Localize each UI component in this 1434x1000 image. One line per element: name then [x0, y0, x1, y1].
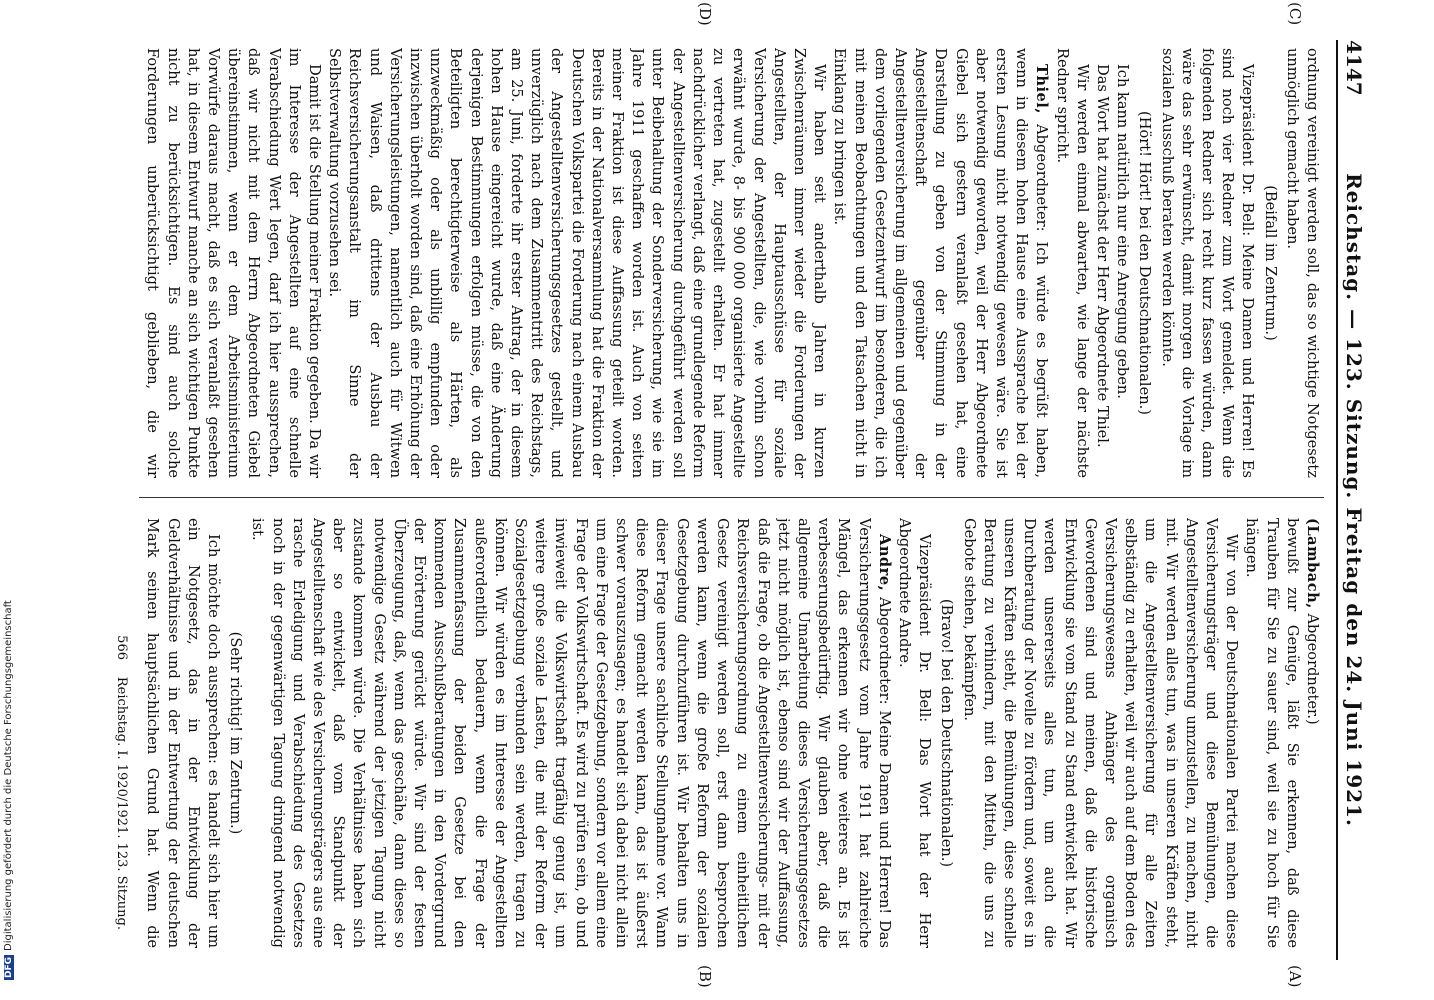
- paragraph: Das Wort hat zunächst der Herr Abgeordnete Thiel.: [1093, 64, 1111, 448]
- paragraph: Wir von der Deutschnationalen Partei machen diese Versicherungsträger und diese Bemühungen, die Angestelltenversicherung umzustellen, zu machen, nicht mit. Wir werden alles tun, was in unseren Kräften steht, um die Angestelltenversicherung für alle Zeiten selbständig zu erhalten, weil wir auch auf dem Boden des Versicherungswesens Anhänger des organisch Gewordenen sind und meinen, daß die historische Entwicklung sie vom Stand zu Stand entwickelt hat. Wir werden unsererseits alles tun, um auch die Durchberatung der Novelle zu fördern und, soweit es in unseren Kräften steht, die Bemühungen, diese schnelle Beratung zu verhindern, mit den Mitteln, die uns zu Gebote stehen, bekämpfen.: [960, 518, 1241, 948]
- interjection: (Beifall im Zentrum.): [1261, 185, 1279, 341]
- paragraph: Wir haben seit anderthalb Jahren in kurzen Zwischenräumen immer wieder die Forderungen der Angestellten, der Hauptausschüsse für soziale Versicherung der Angestellten, die, wie vorhin schon erwähnt wurde, 8- bis 900 000 organisierte Angestellte zu vertreten hat, zugestellt erhalten. Er hat immer nachdrücklicher verlangt, daß eine grundlegende Reform der Angestelltenversicherung durchgeführt werden soll unter Beibehaltung der Sonderversicherung, wie sie im Jahre 1911 geschaffen worden ist. Auch von seiten meiner Fraktion ist diese Auffassung geteilt worden. Bereits in der Nationalversammlung hat die Fraktion der Deutschen Volkspartei die Forderung nach einem Ausbau der Angestelltenversicherungsgesetzes gestellt, und unverzüglich nach dem Zusammentritt des Reichstags, am 25. Juni, forderte ihr erster Antrag, der in diesem hohen Hause eingereicht wurde, daß eine Änderung derjenigen Bestimmungen erfolgen müsse, die von den Beteiligten berechtigterweise als Härten, als unzweckmäßig oder als unbillig empfunden oder inzwischen überholt worden sind, daß eine Erhöhung der Versicherungsleistungen, namentlich auch für Witwen und Waisen, daß drittens der Ausbau der Reichsversicherungsanstalt im Sinne der Selbstverwaltung vorzusehen sei.: [326, 48, 829, 478]
- margin-marker-c: (C): [1286, 2, 1304, 26]
- speaker-role: Abgeordneter.): [1304, 608, 1321, 725]
- footer-session-info: Reichstag. I. 1920/1921. 123. Sitzung.: [114, 676, 129, 930]
- paragraph: Damit ist die Stellung meiner Fraktion gegeben. Da wir im Interesse der Angestellten auf eine schnelle Verabschiedung Wert legen, darf ich hier aussprechen, daß wir nicht mit dem Herrn Abgeordneten Giebel übereinstimmen, wenn er dem Arbeitsministerium Vorwürfe daraus macht, daß es sich veranlaßt gesehen hat, in diesem Entwurf manche an sich wichtigen Punkte nicht zu berücksichtigen. Es sind auch solche Forderungen unberücksichtigt geblieben, die wir: [144, 48, 324, 478]
- speech-text: Abgeordneter: Ich würde es begrüßt haben, wenn in diesem hohen Hause eine Aussprache bei der ersten Lesung nicht notwendig gewesen wäre. Sie ist aber notwendig geworden, weil der Herr Abgeordnete Giebel sich gestern veranlaßt gesehen hat, eine Darstellung zu geben von der Stimmung in der Angestelltenschaft gegenüber der Angestelltenversicherung im allgemeinen und gegenüber dem vorliegenden Gesetzentwurf im besonderen, die ich mit meinen Beobachtungen und den Tatsachen nicht in Einklang zu bringen ist.: [831, 48, 1051, 478]
- interjection: (Bravo! bei den Deutschnationalen.): [938, 598, 956, 868]
- interjection: (Sehr richtig! im Zentrum.): [227, 631, 245, 835]
- speaker-continuation: [1302, 518, 1322, 948]
- interjection: (Hört! Hört! bei den Deutschnationalen.): [1136, 111, 1154, 415]
- column-divider: [139, 497, 1324, 498]
- margin-marker-a: (A): [1286, 965, 1304, 988]
- speech-text: Abgeordneter: Meine Damen und Herren! Das Versicherungsgesetz vom Jahre 1911 hat zahlreiche Mängel, das erkennen wir ohne weiteres an. Es ist verbesserungsbedürftig. Wir glauben aber, daß die allgemeine Umarbeitung dieses Versicherungsgesetzes jetzt nicht möglich ist, ebenso sind wir der Auffassung, daß die Frage, ob die Angestelltenversicherungs- mit der Reichsversicherungsordnung zu einem einheitlichen Gesetz vereinigt werden soll, erst dann besprochen werden kann, wenn die große Reform der sozialen Gesetzgebung durchzuführen ist. Wir behalten uns in dieser Frage unsere sachliche Stellungnahme vor. Wann diese Reform gemacht werden kann, das ist äußerst schwer vorauszusagen; es handelt sich dabei nicht allein um eine Frage der Gesetzgebung, sondern vor allem eine Frage der Volkswirtschaft. Es wird zu prüfen sein, ob und inwieweit die Volkswirtschaft tragfähig genug ist, um weitere große soziale Lasten, die mit der Reform der Sozialgesetzgebung verbunden sein werden, tragen zu können. Wir würden es im Interesse der Angestellten außerordentlich bedauern, wenn die Frage der Zusammenfassung der beiden Gesetze bei den kommenden Ausschußberatungen in den Vordergrund der Erörterung gerückt würde. Wir sind der festen Überzeugung, daß, wenn das geschähe, dann dieses so notwendige Gesetz während der jetzigen Tagung nicht zustande kommen würde. Die Verhältnisse haben sich aber so entwickelt, daß vom Standpunkt der Angestelltenschaft wie des Versicherungsträgers aus eine rasche Erledigung und Verabschiedung des Gesetzes noch in der gegenwärtigen Tagung dringend notwendig ist.: [249, 518, 893, 948]
- page-footer: [105, 40, 129, 960]
- right-column: [142, 48, 1322, 478]
- speech-paragraph: [829, 48, 1051, 478]
- speaker-name: (Lambach,: [1304, 518, 1321, 609]
- paragraph: Vizepräsident Dr. Bell: Das Wort hat der Herr Abgeordnete Andre.: [895, 518, 934, 948]
- page-number: 4147: [1342, 40, 1366, 96]
- paragraph: ordnung vereinigt werden soll, das so wichtige Notgesetz unmöglich gemacht haben.: [1283, 48, 1321, 478]
- digitization-credit: [3, 600, 14, 980]
- speaker-name: Andre,: [875, 534, 893, 592]
- speaker-name: Thiel,: [1033, 64, 1051, 114]
- dfg-logo: DFG: [4, 956, 14, 978]
- paragraph: Vizepräsident Dr. Bell: Meine Damen und Herren! Es sind noch vier Redner zum Wort gemeldet. Wenn die folgenden Redner sich recht kurz fassen würden, dann wäre das sehr erwünscht, damit morgen die Vorlage im sozialen Ausschuß beraten werden könnte.: [1158, 48, 1257, 478]
- margin-marker-d: (D): [696, 2, 714, 26]
- footer-page-number: 566: [114, 635, 129, 660]
- paragraph: Ich möchte doch aussprechen: es handelt sich hier um ein Notgesetz, das in der Entwicklung der Geldverhältnisse und in der Entwertung der deutschen Mark seinen hauptsächlichen Grund hat. Wenn die: [144, 518, 223, 948]
- margin-marker-b: (B): [696, 965, 714, 988]
- paragraph: Ich kann natürlich nur eine Anregung geben.: [1114, 64, 1132, 399]
- paragraph: Wir werden einmal abwarten, wie lange der nächste Redner spricht.: [1053, 48, 1091, 478]
- page-header: [1336, 40, 1374, 960]
- credit-text: Digitalisierung gefördert durch die Deutsche Forschungsgemeinschaft: [3, 600, 14, 951]
- paragraph: bewußt zur Genüge, läßt Sie erkennen, daß diese Trauben für Sie zu sauer sind, weil sie zu hoch für Sie hängen.: [1243, 518, 1301, 948]
- speech-paragraph: [247, 518, 894, 948]
- header-title: Reichstag. — 123. Sitzung. Freitag den 24. Juni 1921.: [1342, 173, 1366, 827]
- left-column: [142, 518, 1322, 948]
